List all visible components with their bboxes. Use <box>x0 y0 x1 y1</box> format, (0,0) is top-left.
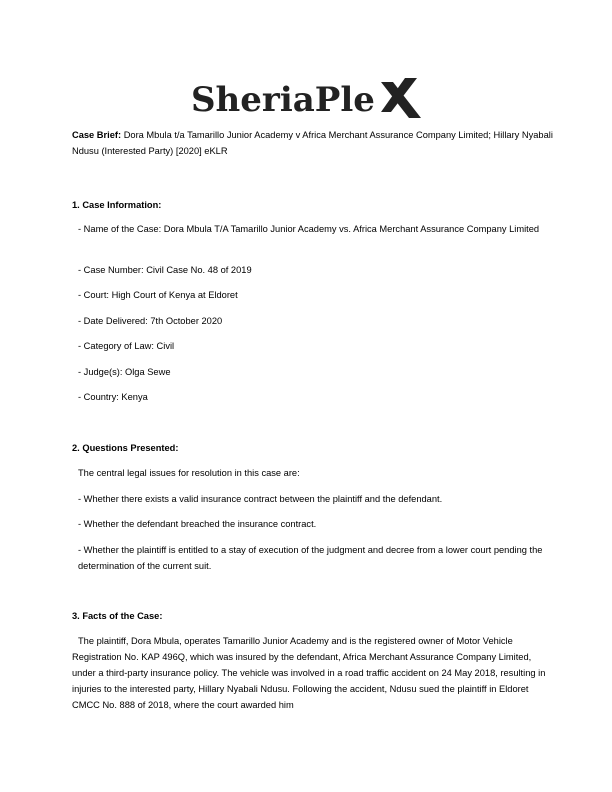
section3-heading: 3. Facts of the Case: <box>72 611 163 621</box>
sheriaplex-logo <box>0 76 612 120</box>
section2-heading: 2. Questions Presented: <box>72 443 179 453</box>
case-info-item: - Court: High Court of Kenya at Eldoret <box>78 290 238 300</box>
case-info-item: - Category of Law: Civil <box>78 341 175 351</box>
question-item: - Whether the plaintiff is entitled to a stay of execution of the judgment and decree from a lower court pending the determination of the current suit. <box>78 545 543 571</box>
case-info-item: - Case Number: Civil Case No. 48 of 2019 <box>78 265 252 275</box>
section1-heading: 1. Case Information: <box>72 200 162 210</box>
logo-text: SheriaPle <box>191 80 375 120</box>
case-info-item: - Judge(s): Olga Sewe <box>78 367 171 377</box>
case-info-item: - Date Delivered: 7th October 2020 <box>78 316 223 326</box>
case-brief-text: Dora Mbula t/a Tamarillo Junior Academy v Africa Merchant Assurance Company Limited; Hillary Nyabali Ndusu (Interested Party) [2020] eKLR <box>72 130 553 156</box>
case-info-item: - Country: Kenya <box>78 392 148 402</box>
sheriaplex-logo-mark <box>191 76 421 120</box>
case-brief-label: Case Brief: <box>72 130 122 140</box>
question-item: - Whether the defendant breached the insurance contract. <box>78 519 317 529</box>
logo-x-mark <box>381 78 421 118</box>
question-item: - Whether there exists a valid insurance contract between the plaintiff and the defendant. <box>78 494 443 504</box>
case-brief <box>72 127 554 159</box>
questions-intro: The central legal issues for resolution in this case are: <box>78 468 300 478</box>
facts-paragraph: The plaintiff, Dora Mbula, operates Tamarillo Junior Academy and is the registered owner of Motor Vehicle Registration No. KAP 496Q, which was insured by the defendant, Africa Merchant Assurance Company Limited, under a third-party insurance policy. The vehicle was involved in a road traffic accident on 24 May 2018, resulting in injuries to the interested party, Hillary Nyabali Ndusu. Following the accident, Ndusu sued the plaintiff in Eldoret CMCC No. 888 of 2018, where the court awarded him <box>72 636 546 710</box>
case-info-item: - Name of the Case: Dora Mbula T/A Tamarillo Junior Academy vs. Africa Merchant Assurance Company Limited <box>78 224 540 234</box>
